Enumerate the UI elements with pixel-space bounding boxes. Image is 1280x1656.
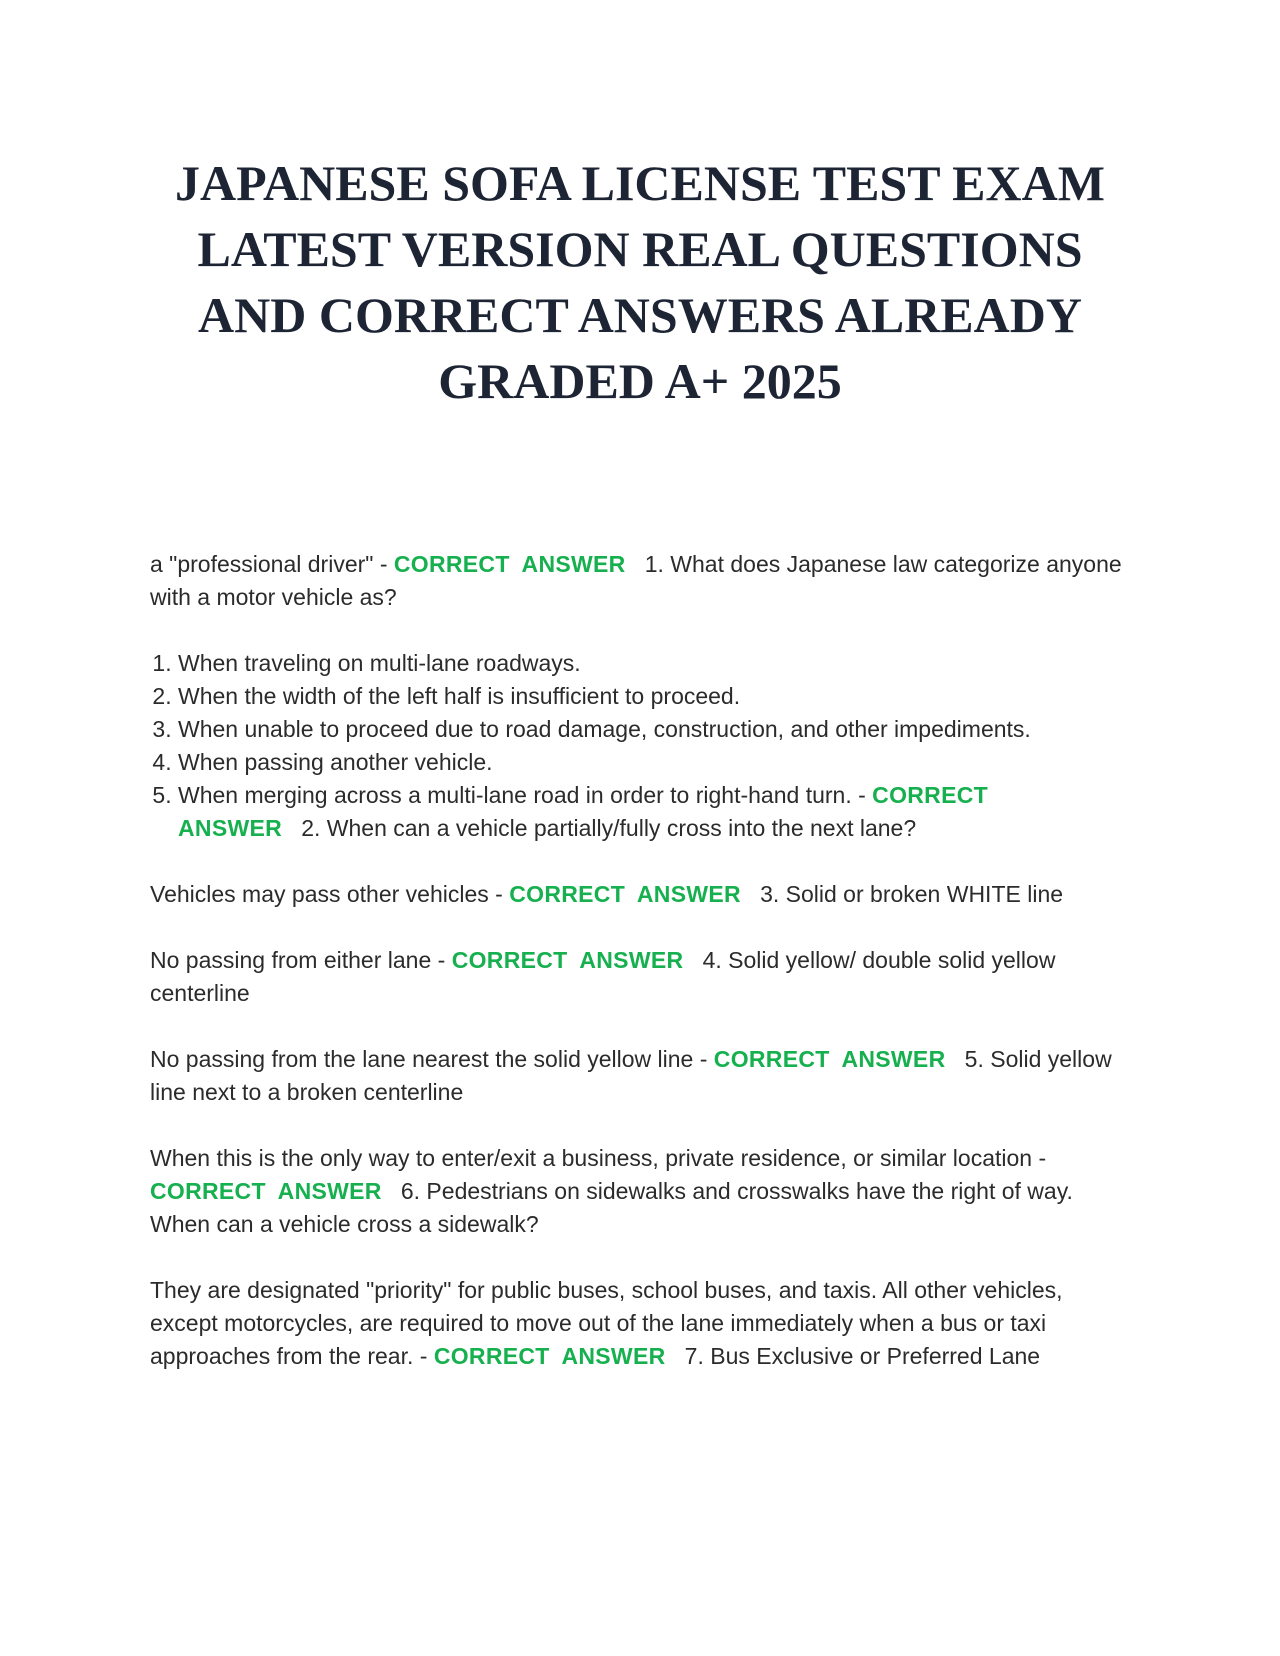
document-title — [150, 150, 1130, 414]
qa-item-7 — [150, 1274, 1135, 1373]
qa-item-6 — [150, 1142, 1135, 1241]
qa-item-2-list — [150, 647, 1135, 845]
question-text: 1. What does Japanese law categorize anyone with a motor vehicle as? — [150, 551, 1122, 610]
title-line-1: JAPANESE SOFA LICENSE TEST EXAM — [175, 155, 1105, 211]
answer-text: No passing from the lane nearest the solid yellow line - — [150, 1046, 714, 1072]
qa-item-3 — [150, 878, 1135, 911]
question-text: 2. When can a vehicle partially/fully cross into the next lane? — [301, 815, 917, 841]
correct-answer-label: CORRECT ANSWER — [178, 782, 988, 841]
answer-text: When this is the only way to enter/exit a business, private residence, or similar location - — [150, 1145, 1047, 1171]
list-item: 3. When unable to proceed due to road damage, construction, and other impediments. — [178, 713, 1135, 746]
answer-text: They are designated "priority" for public buses, school buses, and taxis. All other vehicles, except motorcycles, are required to move out of the lane immediately when a bus or taxi approaches from the rear. - — [150, 1277, 1063, 1369]
correct-answer-label: CORRECT ANSWER — [451, 947, 684, 973]
title-line-2: LATEST VERSION REAL QUESTIONS — [197, 221, 1083, 277]
qa-content — [150, 548, 1135, 1406]
qa-item-5 — [150, 1043, 1135, 1109]
answer-text: Vehicles may pass other vehicles - — [150, 881, 510, 907]
correct-answer-label: CORRECT ANSWER — [509, 881, 741, 907]
list-item: 1. When traveling on multi-lane roadways. — [178, 647, 1135, 680]
title-line-3: AND CORRECT ANSWERS ALREADY — [198, 287, 1082, 343]
qa-item-4 — [150, 944, 1135, 1010]
list-item: 4. When passing another vehicle. — [178, 746, 1135, 779]
question-text: 7. Bus Exclusive or Preferred Lane — [684, 1343, 1041, 1369]
correct-answer-label: CORRECT ANSWER — [150, 1178, 382, 1204]
correct-answer-label: CORRECT ANSWER — [393, 551, 626, 577]
question-text: 3. Solid or broken WHITE line — [760, 881, 1064, 907]
correct-answer-label: CORRECT ANSWER — [433, 1343, 666, 1369]
list-item: 2. When the width of the left half is insufficient to proceed. — [178, 680, 1135, 713]
question-text: 4. Solid yellow/ double solid yellow centerline — [150, 947, 1056, 1006]
question-text: 5. Solid yellow line next to a broken centerline — [150, 1046, 1112, 1105]
answer-text: No passing from either lane - — [150, 947, 452, 973]
answer-text: When merging across a multi-lane road in order to right-hand turn. - — [178, 782, 873, 808]
question-text: 6. Pedestrians on sidewalks and crosswalks have the right of way. When can a vehicle cross a sidewalk? — [150, 1178, 1073, 1237]
title-line-4: GRADED A+ 2025 — [438, 353, 842, 409]
list-item-last — [178, 779, 1135, 845]
correct-answer-label: CORRECT ANSWER — [713, 1046, 946, 1072]
answer-text: a "professional driver" - — [150, 551, 394, 577]
qa-item-1 — [150, 548, 1135, 614]
